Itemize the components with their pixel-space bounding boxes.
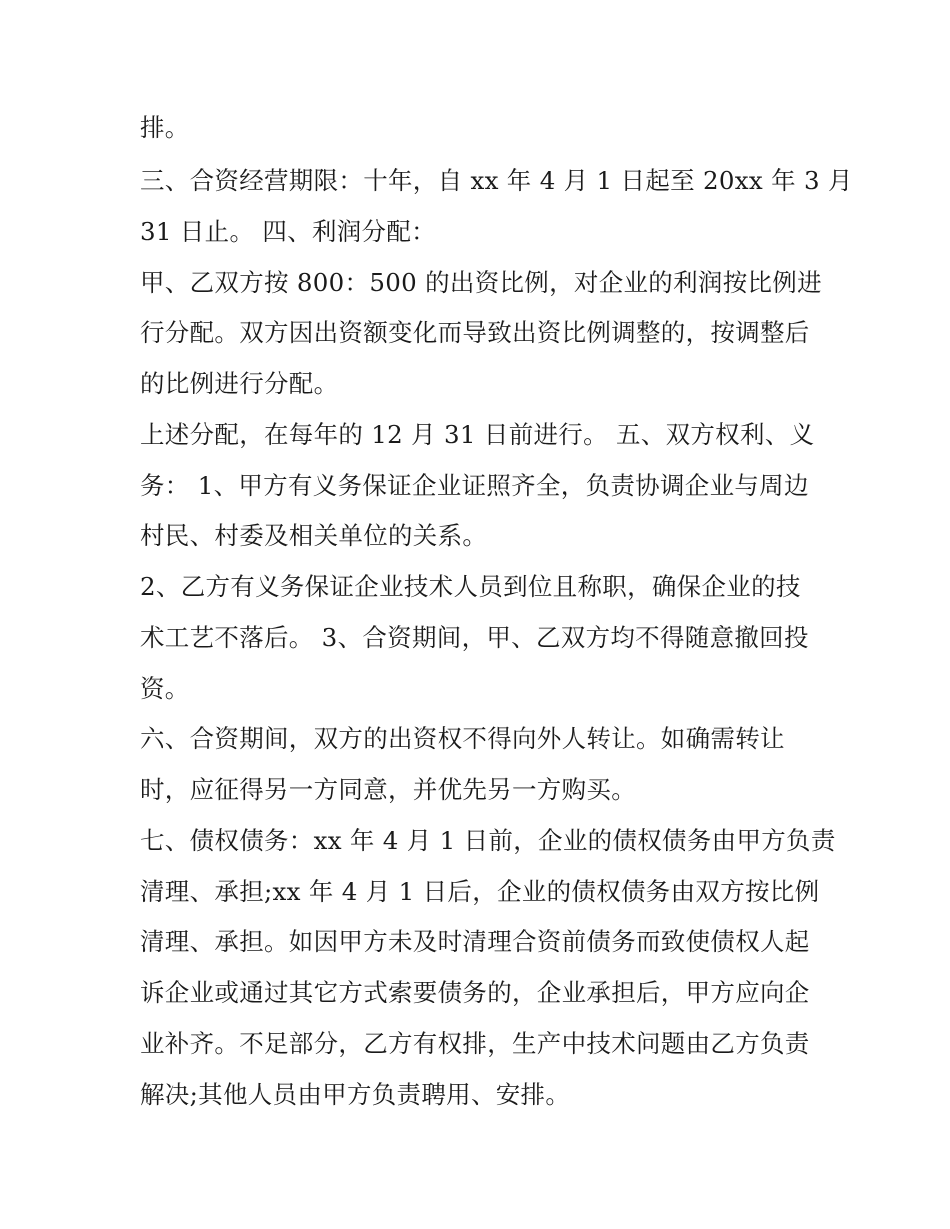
text-line: 时，应征得另一方同意，并优先另一方购买。 (140, 775, 636, 804)
text-line: 的比例进行分配。 (140, 369, 339, 398)
text-line: 业补齐。不足部分，乙方有权排，生产中技术问题由乙方负责 (140, 1029, 810, 1058)
text-line: 行分配。双方因出资额变化而导致出资比例调整的，按调整后 (140, 318, 810, 347)
text-line: 七、债权债务：xx 年 4 月 1 日前，企业的债权债务由甲方负责 (140, 826, 836, 855)
text-line: 六、合资期间，双方的出资权不得向外人转让。如确需转让 (140, 724, 785, 753)
text-line: 31 日止。 四、利润分配： (140, 217, 436, 246)
text-line: 甲、乙双方按 800：500 的出资比例，对企业的利润按比例进 (140, 268, 822, 297)
text-line: 诉企业或通过其它方式索要债务的，企业承担后，甲方应向企 (140, 978, 810, 1007)
text-line: 三、合资经营期限：十年，自 xx 年 4 月 1 日起至 20xx 年 3 月 (140, 166, 853, 195)
text-line: 清理、承担;xx 年 4 月 1 日后，企业的债权债务由双方按比例 (140, 877, 820, 906)
text-line: 排。 (140, 113, 190, 142)
text-line: 2、乙方有义务保证企业技术人员到位且称职，确保企业的技 (140, 572, 801, 601)
text-line: 术工艺不落后。 3、合资期间，甲、乙双方均不得随意撤回投 (140, 623, 809, 652)
text-line: 解决;其他人员由甲方负责聘用、安排。 (140, 1080, 571, 1109)
text-line: 务： 1、甲方有义务保证企业证照齐全，负责协调企业与周边 (140, 471, 809, 500)
text-line: 清理、承担。如因甲方未及时清理合资前债务而致使债权人起 (140, 927, 810, 956)
text-line: 上述分配，在每年的 12 月 31 日前进行。 五、双方权利、义 (140, 420, 815, 449)
text-line: 资。 (140, 674, 190, 703)
text-line: 村民、村委及相关单位的关系。 (140, 521, 488, 550)
